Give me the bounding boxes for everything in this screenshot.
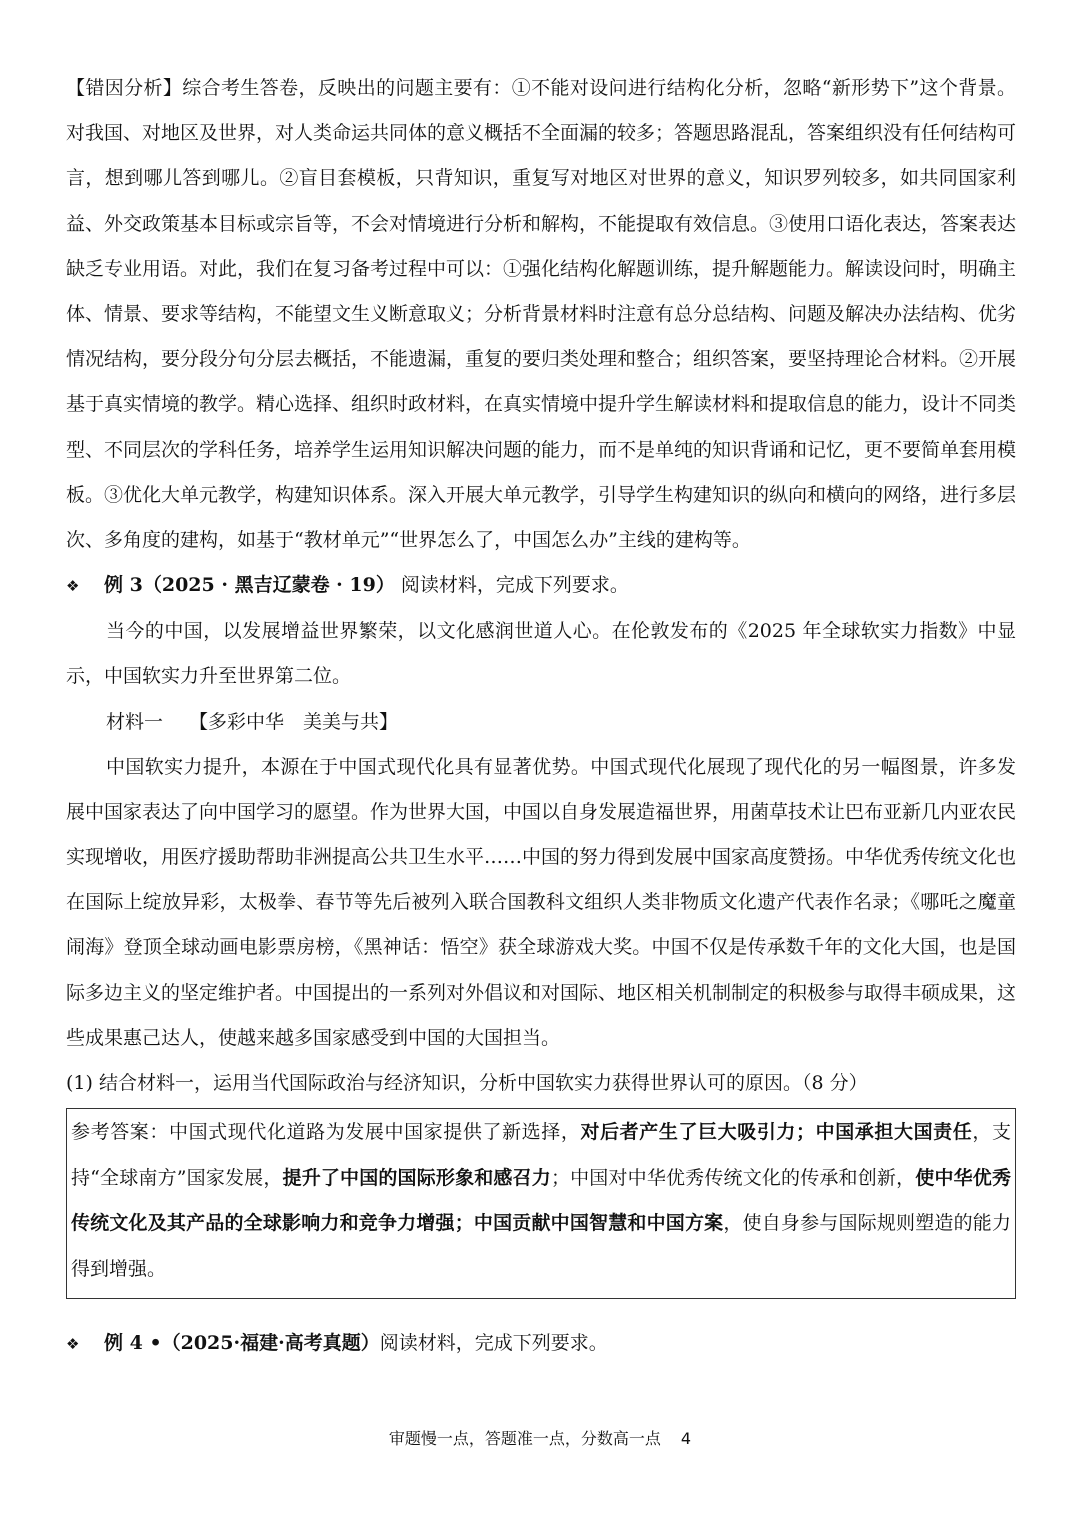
material-one-label: 材料一 (106, 710, 164, 733)
answer-key-point: 对后者产生了巨大吸引力；中国承担大国责任 (580, 1121, 973, 1144)
error-analysis-text: 综合考生答卷，反映出的问题主要有：①不能对设问进行结构化分析，忽略“新形势下”这个背景。对我国、对地区及世界，对人类命运共同体的意义概括不全面漏的较多；答题思路混乱，答案组织没有任何结构可言，想到哪儿答到哪儿。②盲目套模板，只背知识，重复写对地区对世界的意义，知识罗列较多，如共同国家利益、外交政策基本目标或宗旨等，不会对情境进行分析和解构，不能提取有效信息。③使用口语化表达，答案表达缺乏专业用语。对此，我们在复习备考过程中可以：①强化结构化解题训练，提升解题能力。解读设问时，明确主体、情景、要求等结构，不能望文生义断意取义；分析背景材料时注意有总分总结构、问题及解决办法结构、优劣情况结构，要分段分句分层去概括，不能遗漏，重复的要归类处理和整合；组织答案，要坚持理论合材料。②开展基于真实情境的教学。精心选择、组织时政材料，在真实情境中提升学生解读材料和提取信息的能力，设计不同类型、不同层次的学科任务，培养学生运用知识解决问题的能力，而不是单纯的知识背诵和记忆，更不要简单套用模板。③优化大单元教学，构建知识体系。深入开展大单元教学，引导学生构建知识的纵向和横向的网络，进行多层次、多角度的建构，如基于“教材单元”“世界怎么了，中国怎么办”主线的建构等。 (66, 77, 1017, 552)
spacer (66, 1299, 1016, 1321)
answer-segment: ，支持“全球南方”国家发展， (71, 1121, 1011, 1189)
diamond-bullet-icon: ❖ (66, 1335, 80, 1354)
page-footer (0, 1426, 1080, 1449)
example-3-label: 例 3 (104, 574, 143, 597)
answer-segment: 参考答案：中国式现代化道路为发展中国家提供了新选择， (71, 1121, 581, 1144)
material-one-heading (66, 700, 1016, 745)
example-4-source: （2025·福建·高考真题） (161, 1332, 380, 1355)
footer-motto: 审题慢一点，答题准一点，分数高一点 (388, 1429, 661, 1448)
reference-answer-box (66, 1108, 1016, 1299)
example-3-instruction: 阅读材料，完成下列要求。 (400, 574, 629, 597)
answer-segment: ，使自身参与国际规则塑造的能力得到增强。 (71, 1212, 1011, 1280)
diamond-bullet-icon: ❖ (66, 577, 80, 596)
document-page (66, 66, 1016, 1367)
question-1: (1) 结合材料一，运用当代国际政治与经济知识，分析中国软实力获得世界认可的原因。（8 分） (66, 1072, 868, 1095)
answer-segment: ；中国对中华优秀传统文化的传承和创新， (550, 1166, 916, 1189)
reference-answer (71, 1110, 1011, 1292)
page-number: 4 (680, 1429, 692, 1448)
error-analysis-tag: 【错因分析】 (66, 77, 183, 99)
example-4-instruction: 阅读材料，完成下列要求。 (379, 1332, 608, 1355)
example-3-heading (66, 563, 1016, 609)
example-3-source: （2025 · 黑吉辽蒙卷 · 19） (142, 574, 395, 597)
answer-key-point: 使中华优秀传统文化及其产品的全球影响力和竞争力增强；中国贡献中国智慧和中国方案 (71, 1166, 1011, 1235)
example-3-intro: 当今的中国，以发展增益世界繁荣，以文化感润世道人心。在伦敦发布的《2025 年全球软实力指数》中显示，中国软实力升至世界第二位。 (66, 620, 1016, 688)
example-4-heading (66, 1321, 1016, 1367)
error-analysis-paragraph (66, 66, 1016, 563)
material-one-text: 中国软实力提升，本源在于中国式现代化具有显著优势。中国式现代化展现了现代化的另一幅图景，许多发展中国家表达了向中国学习的愿望。作为世界大国，中国以自身发展造福世界，用菌草技术让巴布亚新几内亚农民实现增收，用医疗援助帮助非洲提高公共卫生水平……中国的努力得到发展中国家高度赞扬。中华优秀传统文化也在国际上绽放异彩，太极拳、春节等先后被列入联合国教科文组织人类非物质文化遗产代表作名录；《哪吒之魔童闹海》登顶全球动画电影票房榜，《黑神话：悟空》获全球游戏大奖。中国不仅是传承数千年的文化大国，也是国际多边主义的坚定维护者。中国提出的一系列对外倡议和对国际、地区相关机制制定的积极参与取得丰硕成果，这些成果惠己达人，使越来越多国家感受到中国的大国担当。 (66, 755, 1017, 1049)
example-4-label: 例 4 • (104, 1332, 162, 1355)
answer-key-point: 提升了中国的国际形象和感召力 (282, 1166, 551, 1189)
material-one-title: 【多彩中华 美美与共】 (189, 710, 399, 733)
